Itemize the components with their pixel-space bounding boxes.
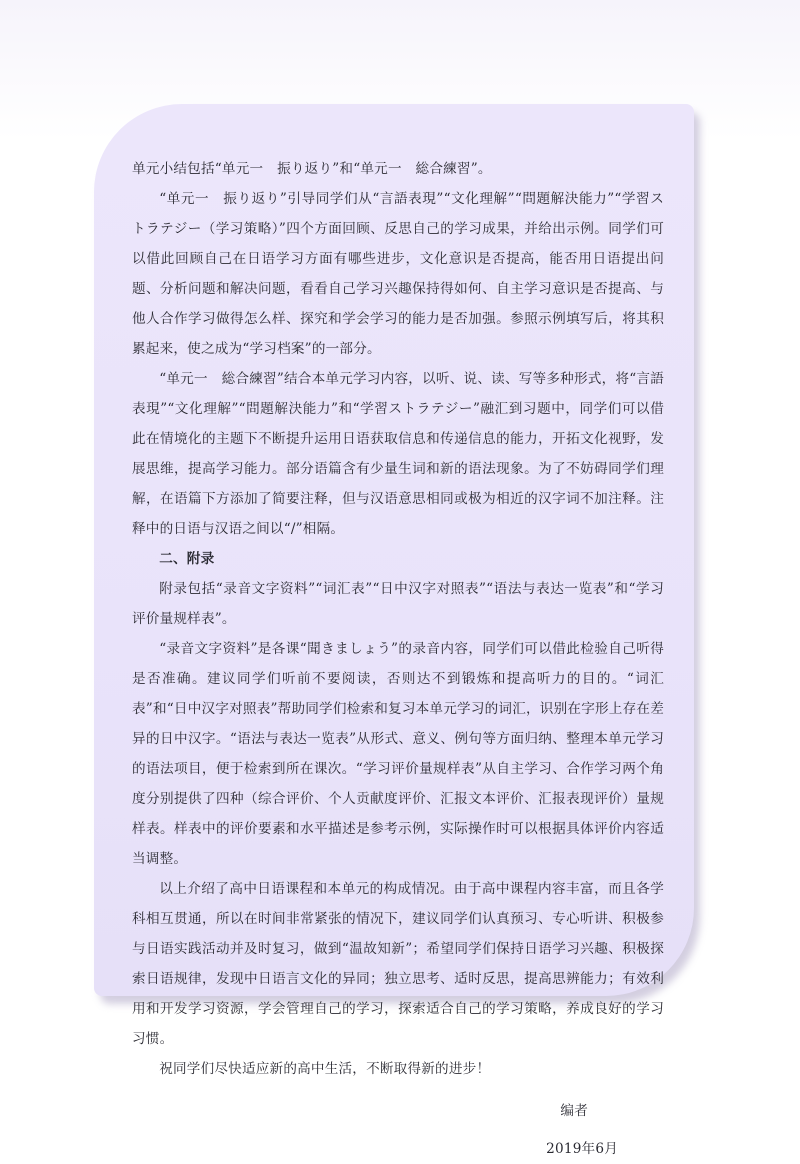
paragraph-appendix-detail: “录音文字资料”是各课“聞きましょう”的录音内容，同学们可以借此检验自己听得是否准确。建议同学们听前不要阅读，否则达不到锻炼和提高听力的目的。“词汇表”和“日中汉字对照表”帮助同学们检索和复习本单元学习的词汇，识别在字形上存在差异的日中汉字。“语法与表达一览表”从形式、意义、例句等方面归纳、整理本单元学习的语法项目，便于检索到所在课次。“学习评价量规样表”从自主学习、合作学习两个角度分别提供了四种（综合评价、个人贡献度评价、汇报文本评价、汇报表现评价）量规样表。样表中的评价要素和水平描述是参考示例，实际操作时可以根据具体评价内容适当调整。 xyxy=(132,641,664,867)
content-card xyxy=(94,104,694,1157)
document-body xyxy=(132,154,664,1164)
date: 2019年6月 xyxy=(546,1141,618,1157)
paragraph-wishes: 祝同学们尽快适应新的高中生活，不断取得新的进步！ xyxy=(159,1061,491,1077)
signature: 编者 xyxy=(560,1103,588,1119)
paragraph-appendix-contents: 附录包括“录音文字资料”“词汇表”“日中汉字对照表”“语法与表达一览表”和“学习评价量规样表”。 xyxy=(132,581,664,627)
paragraph-review: “单元一 振り返り”引导同学们从“言語表現”“文化理解”“問題解決能力”“学習ストラテジー（学习策略）”四个方面回顾、反思自己的学习成果，并给出示例。同学们可以借此回顾自己在日语学习方面有哪些进步，文化意识是否提高，能否用日语提出问题、分析问题和解决问题，看看自己学习兴趣保持得如何、自主学习意识是否提高、与他人合作学习做得怎么样、探究和学会学习的能力是否加强。参照示例填写后，将其积累起来，使之成为“学习档案”的一部分。 xyxy=(132,191,664,357)
paragraph-closing: 以上介绍了高中日语课程和本单元的构成情况。由于高中课程内容丰富，而且各学科相互贯通，所以在时间非常紧张的情况下，建议同学们认真预习、专心听讲、积极参与日语实践活动并及时复习，做到“温故知新”；希望同学们保持日语学习兴趣、积极探索日语规律，发现中日语言文化的异同；独立思考、适时反思，提高思辨能力；有效利用和开发学习资源，学会管理自己的学习，探索适合自己的学习策略，养成良好的学习习惯。 xyxy=(132,881,664,1047)
paragraph-summary: 单元小结包括“单元一 振り返り”和“单元一 総合練習”。 xyxy=(132,161,492,177)
paragraph-exercise: “单元一 総合練習”结合本单元学习内容，以听、说、读、写等多种形式，将“言語表現”“文化理解”“問題解決能力”和“学習ストラテジー”融汇到习题中，同学们可以借此在情境化的主题下不断提升运用日语获取信息和传递信息的能力，开拓文化视野，发展思维，提高学习能力。部分语篇含有少量生词和新的语法现象。为了不妨碍同学们理解，在语篇下方添加了简要注释，但与汉语意思相同或极为相近的汉字词不加注释。注释中的日语与汉语之间以“/”相隔。 xyxy=(132,371,664,537)
appendix-heading: 二、附录 xyxy=(159,551,215,567)
